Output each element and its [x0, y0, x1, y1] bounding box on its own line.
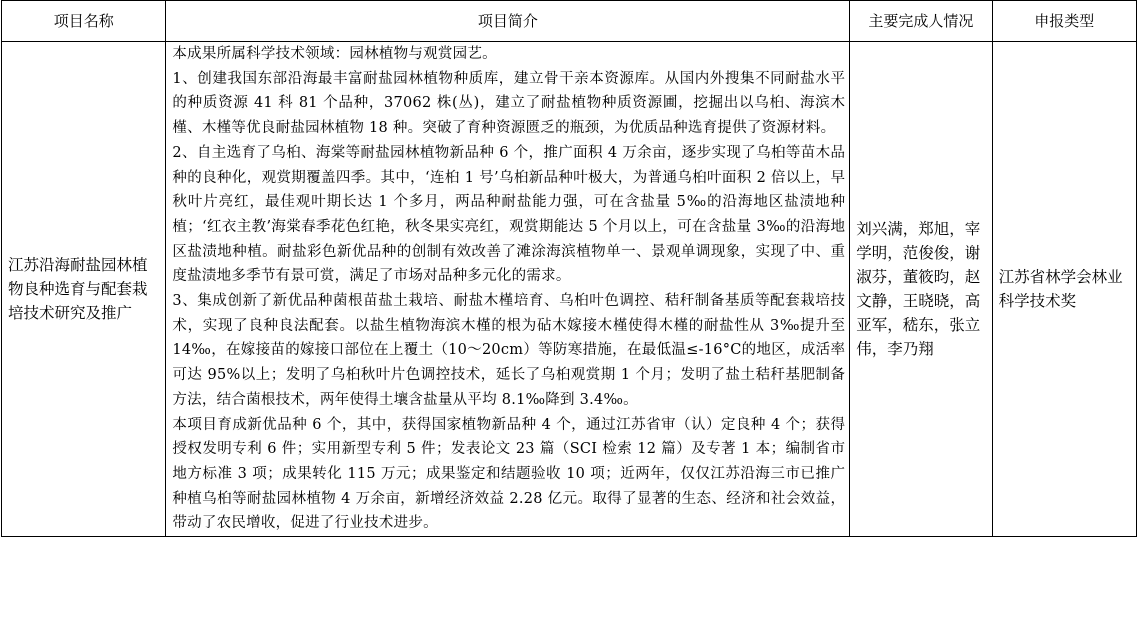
main-contributors-cell: 刘兴满，郑旭，宰学明，范俊俊，谢淑芬，董筱昀，赵文静，王晓晓，高亚军，嵇东，张立伟，李乃翔: [850, 42, 992, 537]
table-row: [2, 42, 1137, 537]
intro-paragraph-germplasm: 1、创建我国东部沿海最丰富耐盐园林植物种质库，建立骨干亲本资源库。从国内外搜集不同耐盐水平的种质资源 41 科 81 个品种，37062 株(丛)，建立了耐盐植物种质资源圃，挖掘出以乌桕、海滨木槿、木槿等优良耐盐园林植物 18 种。突破了育种资源匮乏的瓶颈，为优质品种选育提供了资源材料。: [172, 70, 846, 137]
application-type-cell: 江苏省林学会林业科学技术奖: [992, 42, 1136, 537]
project-table: [1, 0, 1137, 537]
intro-paragraph-achievements: 本项目育成新优品种 6 个，其中，获得国家植物新品种 4 个，通过江苏省审（认）定良种 4 个；获得授权发明专利 6 件；实用新型专利 5 件；发表论文 23 篇（SCI 检索 12 篇）及专著 1 本；编制省市地方标准 3 项；成果转化 115 万元；成果鉴定和结题验收 10 项；近两年，仅仅江苏沿海三市已推广种植乌桕等耐盐园林植物 4 万余亩，新增经济效益 2.28 亿元。取得了显著的生态、经济和社会效益，带动了农民增收，促进了行业技术进步。: [172, 416, 846, 532]
intro-paragraph-new-varieties: 2、自主选育了乌桕、海棠等耐盐园林植物新品种 6 个，推广面积 4 万余亩，逐步实现了乌桕等苗木品种的良种化，观赏期覆盖四季。其中，‘连桕 1 号’乌桕新品种叶极大，为普通乌桕叶面积 2 倍以上，早秋叶片亮红，最佳观叶期长达 1 个多月，两品种耐盐能力强，可在含盐量 5‰的沿海地区盐渍地种植；‘红衣主教’海棠春季花色红艳，秋冬果实亮红，观赏期能达 5 个月以上，可在含盐量 3‰的沿海地区盐渍地种植。耐盐彩色新优品种的创制有效改善了滩涂海滨植物单一、景观单调现象，实现了中、重度盐渍地多季节有景可赏，满足了市场对品种多元化的需求。: [172, 144, 846, 285]
header-project-intro: 项目简介: [166, 1, 850, 42]
intro-field-paragraph: 本成果所属科学技术领域：园林植物与观赏园艺。: [172, 46, 497, 62]
header-main-contributors: 主要完成人情况: [850, 1, 992, 42]
project-intro-cell: [166, 42, 850, 537]
header-application-type: 申报类型: [992, 1, 1136, 42]
header-row: [2, 1, 1137, 42]
project-name-cell: 江苏沿海耐盐园林植物良种选育与配套栽培技术研究及推广: [2, 42, 166, 537]
header-project-name: 项目名称: [2, 1, 166, 42]
intro-paragraph-cultivation-tech: 3、集成创新了新优品种菌根苗盐土栽培、耐盐木槿培育、乌桕叶色调控、秸秆制备基质等配套栽培技术，实现了良种良法配套。以盐生植物海滨木槿的根为砧木嫁接木槿使得木槿的耐盐性从 3‰提升至 14‰，在嫁接苗的嫁接口部位在上覆土（10～20cm）等防寒措施，在最低温≤-16°C的地区，成活率可达 95%以上；发明了乌桕秋叶片色调控技术，延长了乌桕观赏期 1 个月；发明了盐土秸秆基肥制备方法，结合菌根技术，两年使得土壤含盐量从平均 8.1‰降到 3.4‰。: [172, 293, 846, 408]
